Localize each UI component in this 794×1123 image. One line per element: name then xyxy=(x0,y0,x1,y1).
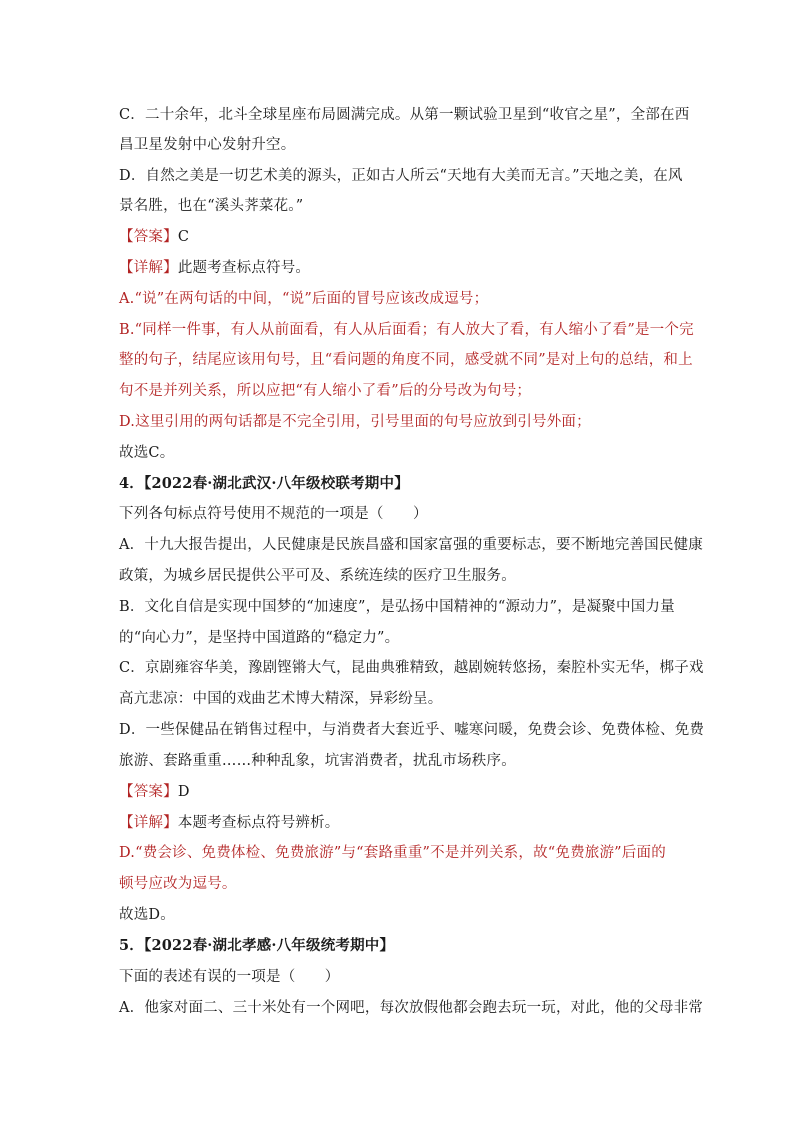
conclusion-1: 故选C。 xyxy=(119,445,175,461)
detail-tag: 【详解】 xyxy=(119,260,178,276)
explain-a: A.“说”在两句话的中间，“说”后面的冒号应该改成逗号； xyxy=(119,291,489,307)
answer-line-1 xyxy=(119,227,189,247)
q4-option-d-line-2: 旅游、套路重重……种种乱象，坑害消费者，扰乱市场秩序。 xyxy=(119,753,516,769)
explain-b-line-3: 句不是并列关系，所以应把“有人缩小了看”后的分号改为句号； xyxy=(119,383,532,399)
answer-tag: 【答案】 xyxy=(119,784,178,800)
explain-b-line-2: 整的句子，结尾应该用句号，且“看问题的角度不同，感受就不同”是对上句的总结，和上 xyxy=(119,352,693,368)
answer-tag: 【答案】 xyxy=(119,229,178,245)
q4-option-c-line-1: C．京剧雍容华美，豫剧铿锵大气，昆曲典雅精致，越剧婉转悠扬，秦腔朴实无华，梆子戏 xyxy=(119,660,704,676)
conclusion-2: 故选D。 xyxy=(119,907,175,923)
question-5-header: 5．【2022春·湖北孝感·八年级统考期中】 xyxy=(119,937,395,954)
q4-option-d-line-1: D．一些保健品在销售过程中，与消费者大套近乎、嘘寒问暖，免费会诊、免费体检、免费 xyxy=(119,722,705,738)
option-d-line-1: D．自然之美是一切艺术美的源头，正如古人所云“天地有大美而无言。”天地之美，在风 xyxy=(119,168,683,184)
explain-b-line-1: B.“同样一件事，有人从前面看，有人从后面看；有人放大了看，有人缩小了看”是一个完 xyxy=(119,322,694,338)
detail-line-2 xyxy=(119,813,340,833)
detail-text: 本题考查标点符号辨析。 xyxy=(177,815,340,831)
question-4-stem: 下列各句标点符号使用不规范的一项是（ ） xyxy=(119,506,428,522)
question-4-header: 4．【2022春·湖北武汉·八年级校联考期中】 xyxy=(119,475,409,492)
q4-option-b-line-1: B．文化自信是实现中国梦的“加速度”，是弘扬中国精神的“源动力”，是凝聚中国力量 xyxy=(119,599,675,615)
q4-explain-d-line-1: D.“费会诊、免费体检、免费旅游”与“套路重重”不是并列关系，故“免费旅游”后面的 xyxy=(119,845,666,861)
option-c-line-2: 昌卫星发射中心发射升空。 xyxy=(119,137,296,153)
q4-option-b-line-2: 的“向心力”，是坚持中国道路的“稳定力”。 xyxy=(119,630,400,646)
detail-text: 此题考查标点符号。 xyxy=(177,260,311,276)
q4-option-a-line-1: A．十九大报告提出，人民健康是民族昌盛和国家富强的重要标志，要不断地完善国民健康 xyxy=(119,537,703,553)
detail-tag: 【详解】 xyxy=(119,815,178,831)
q4-explain-d-line-2: 顿号应改为逗号。 xyxy=(119,876,237,892)
detail-line-1 xyxy=(119,258,310,278)
option-d-line-2: 景名胜，也在“溪头荠菜花。” xyxy=(119,198,304,214)
answer-value: D xyxy=(177,784,190,800)
explain-d: D.这里引用的两句话都是不完全引用，引号里面的句号应放到引号外面； xyxy=(119,414,591,430)
answer-line-2 xyxy=(119,782,190,802)
q5-option-a-line-1: A．他家对面二、三十米处有一个网吧，每次放假他都会跑去玩一玩，对此，他的父母非常 xyxy=(119,1000,703,1016)
q4-option-c-line-2: 高亢悲凉：中国的戏曲艺术博大精深，异彩纷呈。 xyxy=(119,691,443,707)
option-c-line-1: C．二十余年，北斗全球星座布局圆满完成。从第一颗试验卫星到“收官之星”，全部在西 xyxy=(119,107,690,123)
q4-option-a-line-2: 政策，为城乡居民提供公平可及、系统连续的医疗卫生服务。 xyxy=(119,568,516,584)
answer-value: C xyxy=(177,229,190,245)
question-5-stem: 下面的表述有误的一项是（ ） xyxy=(119,969,340,985)
